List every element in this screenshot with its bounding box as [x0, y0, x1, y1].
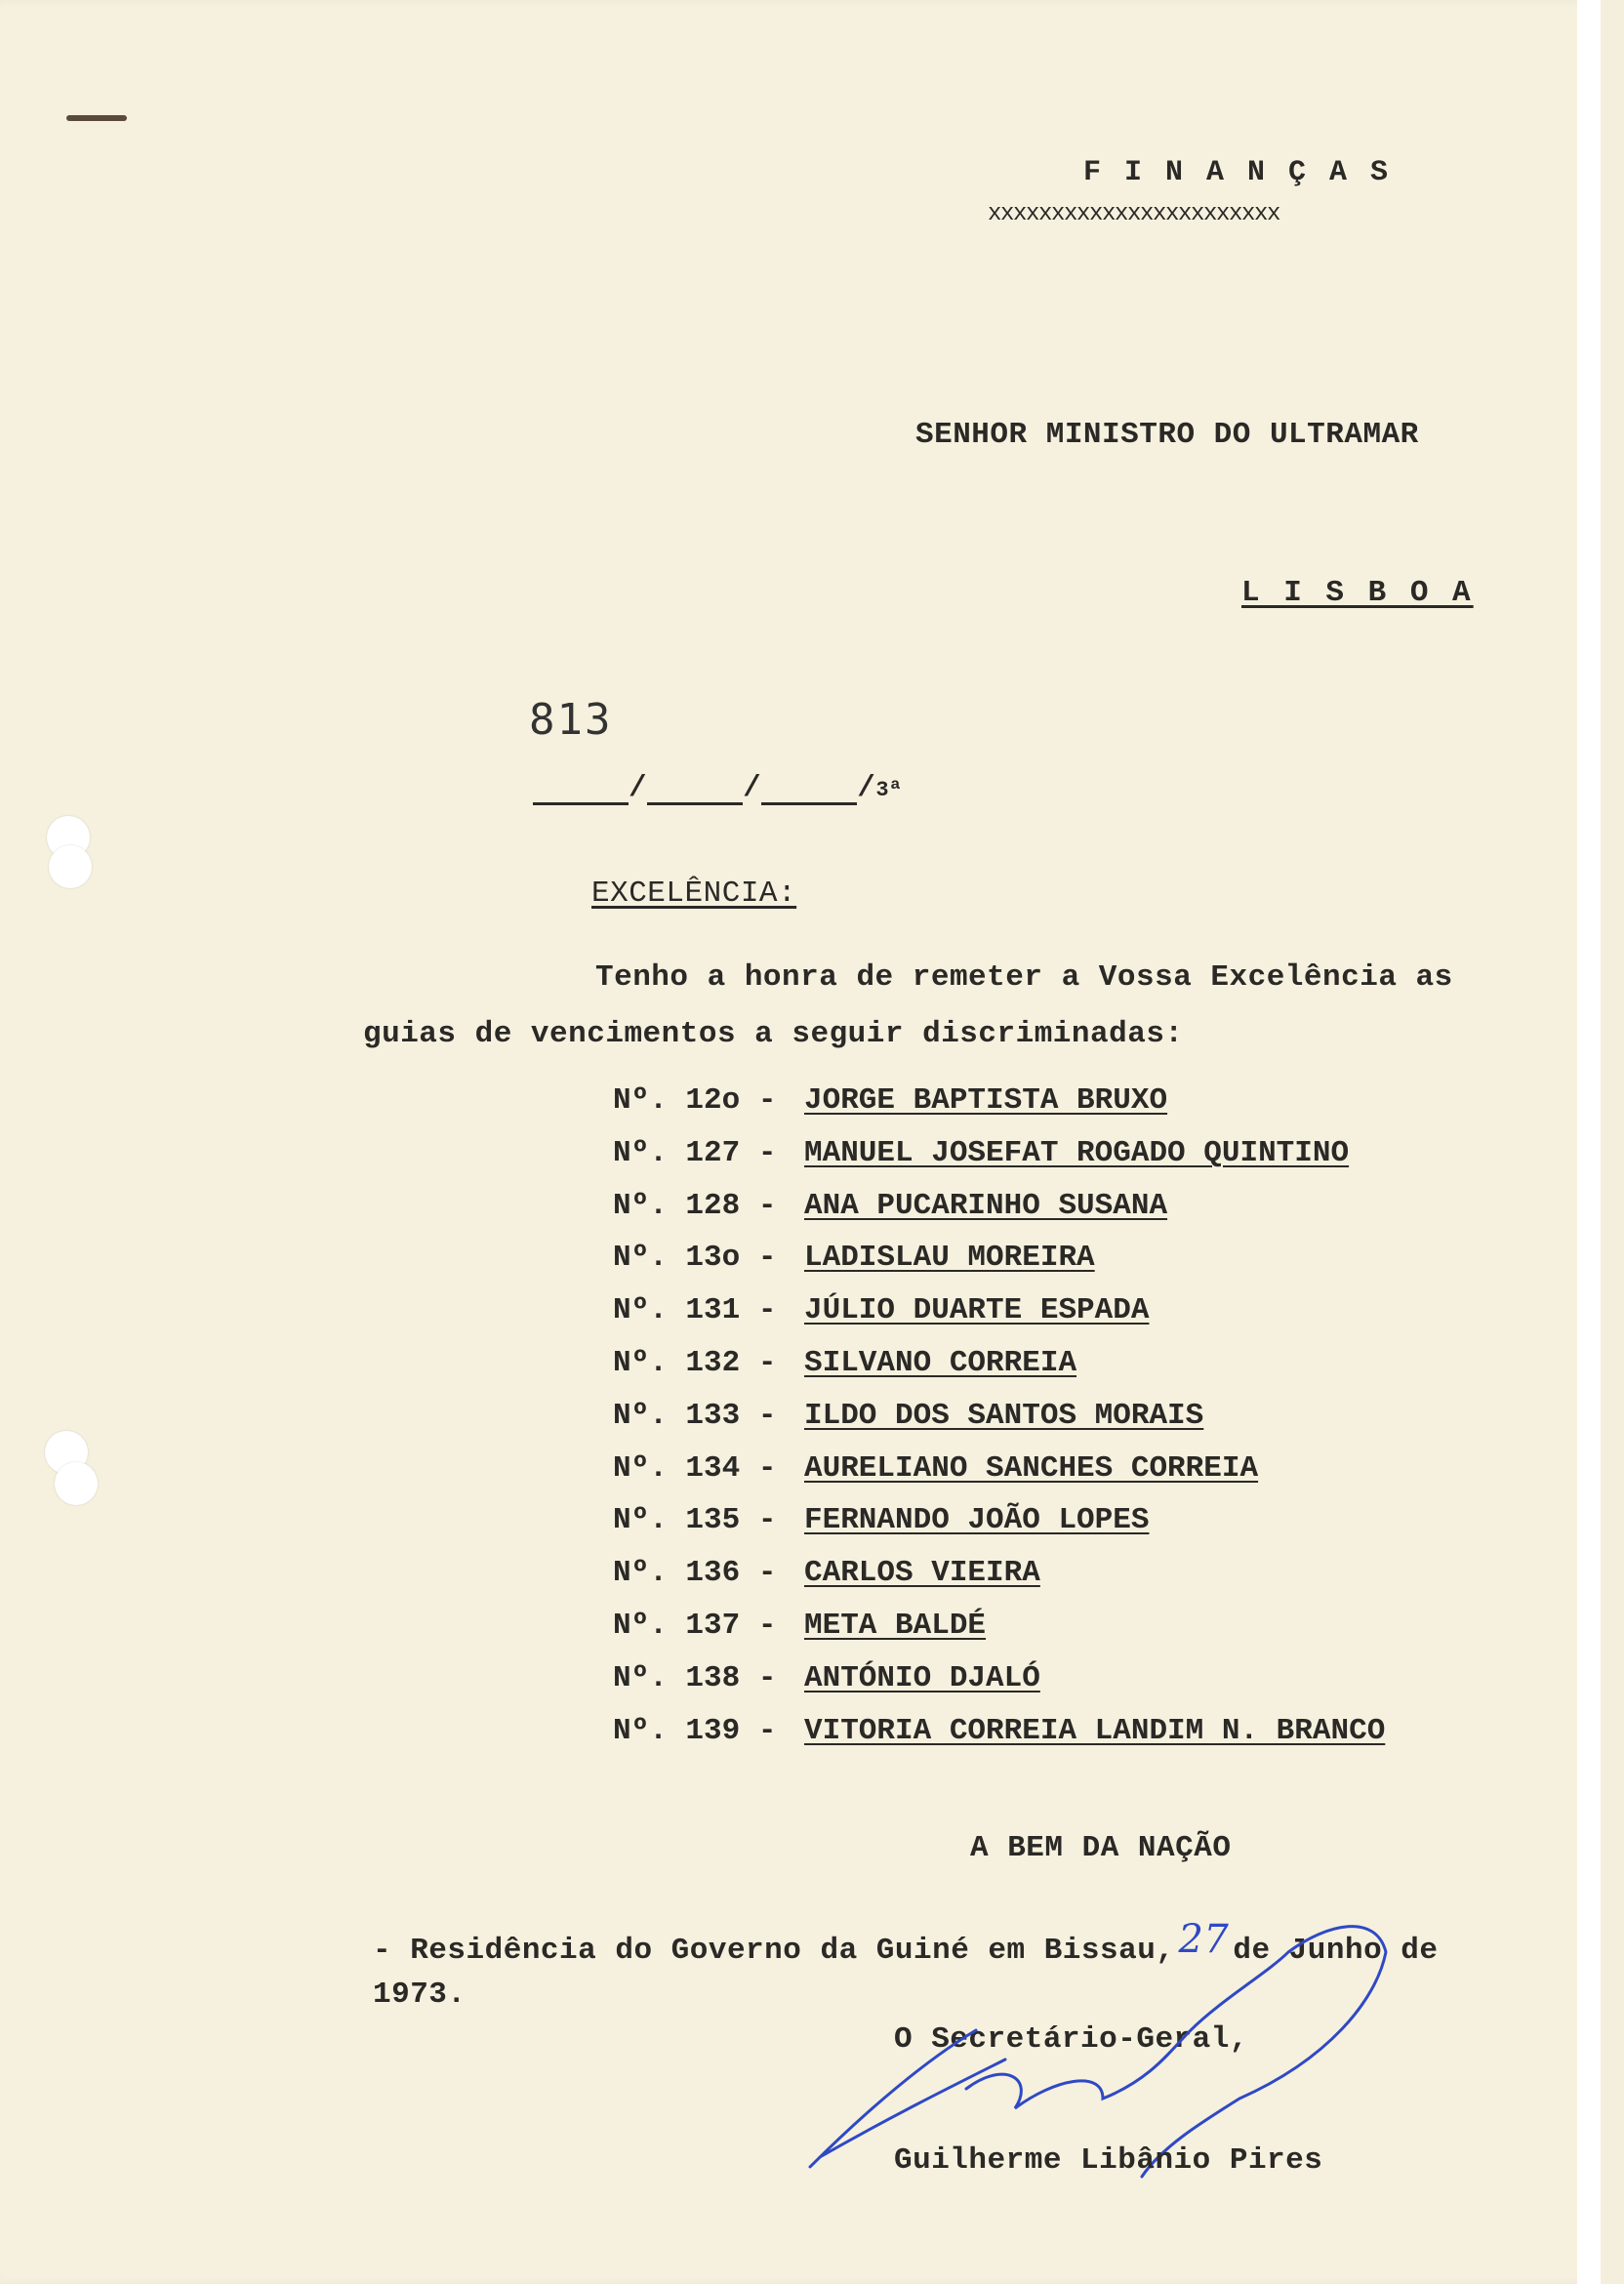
list-item: [613, 1346, 1076, 1380]
employee-name: JORGE BAPTISTA BRUXO: [804, 1083, 1168, 1118]
employee-name: SILVANO CORREIA: [804, 1346, 1077, 1380]
punch-hole-bottom-b: [55, 1462, 98, 1505]
salutation: EXCELÊNCIA:: [591, 877, 797, 911]
heading-rule: xxxxxxxxxxxxxxxxxxxxxxx: [988, 201, 1280, 227]
employee-name: VITORIA CORREIA LANDIM N. BRANCO: [804, 1713, 1386, 1748]
guide-number: Nº. 128 -: [613, 1188, 777, 1223]
guide-number: Nº. 136 -: [613, 1556, 777, 1591]
handwritten-day: 27: [1178, 1917, 1230, 1962]
guide-number: Nº. 134 -: [613, 1450, 777, 1486]
list-item: [613, 1189, 1167, 1223]
employee-name: ANA PUCARINHO SUSANA: [804, 1188, 1168, 1223]
reference-suffix: 3ª: [875, 778, 903, 802]
list-item: [613, 1556, 1040, 1590]
employee-name: FERNANDO JOÃO LOPES: [804, 1503, 1150, 1538]
list-item: [613, 1451, 1258, 1486]
guide-number: Nº. 13o -: [613, 1241, 777, 1276]
guide-number: Nº. 133 -: [613, 1398, 777, 1433]
ink-mark: [66, 115, 127, 121]
employee-name: LADISLAU MOREIRA: [804, 1241, 1095, 1276]
list-item: [613, 1714, 1385, 1748]
list-item: [613, 1241, 1095, 1275]
employee-name: ANTÓNIO DJALÓ: [804, 1660, 1040, 1695]
addressee-city: L I S B O A: [1241, 576, 1474, 610]
list-item: [613, 1503, 1149, 1537]
list-item: [613, 1083, 1167, 1118]
guide-number: Nº. 131 -: [613, 1293, 777, 1328]
signatory-title: O Secretário-Geral,: [894, 2022, 1248, 2057]
page-edge: [1577, 0, 1601, 2284]
blank-field: [647, 773, 743, 805]
list-item: [613, 1399, 1203, 1433]
employee-name: CARLOS VIEIRA: [804, 1556, 1040, 1591]
list-item: [613, 1609, 986, 1643]
employee-name: META BALDÉ: [804, 1609, 987, 1643]
guide-number: Nº. 139 -: [613, 1713, 777, 1748]
body-line-2: guias de vencimentos a seguir discriminadas:: [363, 1017, 1184, 1051]
guide-number: Nº. 127 -: [613, 1135, 777, 1170]
employee-name: ILDO DOS SANTOS MORAIS: [804, 1398, 1204, 1433]
closing-motto: A BEM DA NAÇÃO: [970, 1831, 1232, 1865]
guide-number: Nº. 12o -: [613, 1083, 777, 1118]
blank-field: [761, 773, 857, 805]
list-item: [613, 1293, 1149, 1327]
year: 1973.: [373, 1978, 467, 2012]
signature-stroke: [810, 1927, 1386, 2177]
list-item: [613, 1661, 1040, 1695]
reference-blanks: / / /3ª: [533, 771, 903, 805]
place-suffix: de Junho de: [1233, 1934, 1439, 1968]
punch-hole-top-b: [49, 845, 92, 888]
signatory-name: Guilherme Libânio Pires: [894, 2143, 1323, 2178]
employee-name: AURELIANO SANCHES CORREIA: [804, 1450, 1259, 1486]
employee-name: MANUEL JOSEFAT ROGADO QUINTINO: [804, 1135, 1350, 1170]
employee-name: JÚLIO DUARTE ESPADA: [804, 1293, 1150, 1328]
reference-number: 813: [529, 695, 613, 745]
guide-number: Nº. 138 -: [613, 1660, 777, 1695]
addressee-line: SENHOR MINISTRO DO ULTRAMAR: [915, 418, 1419, 452]
guide-number: Nº. 132 -: [613, 1346, 777, 1380]
place-prefix: - Residência do Governo da Guiné em Bissau,: [373, 1934, 1175, 1968]
guide-number: Nº. 137 -: [613, 1609, 777, 1643]
department-heading: F I N A N Ç A S: [1083, 156, 1392, 189]
guide-number: Nº. 135 -: [613, 1503, 777, 1538]
blank-field: [533, 773, 629, 805]
list-item: [613, 1136, 1349, 1170]
body-line-1: Tenho a honra de remeter a Vossa Excelência as: [595, 960, 1453, 995]
